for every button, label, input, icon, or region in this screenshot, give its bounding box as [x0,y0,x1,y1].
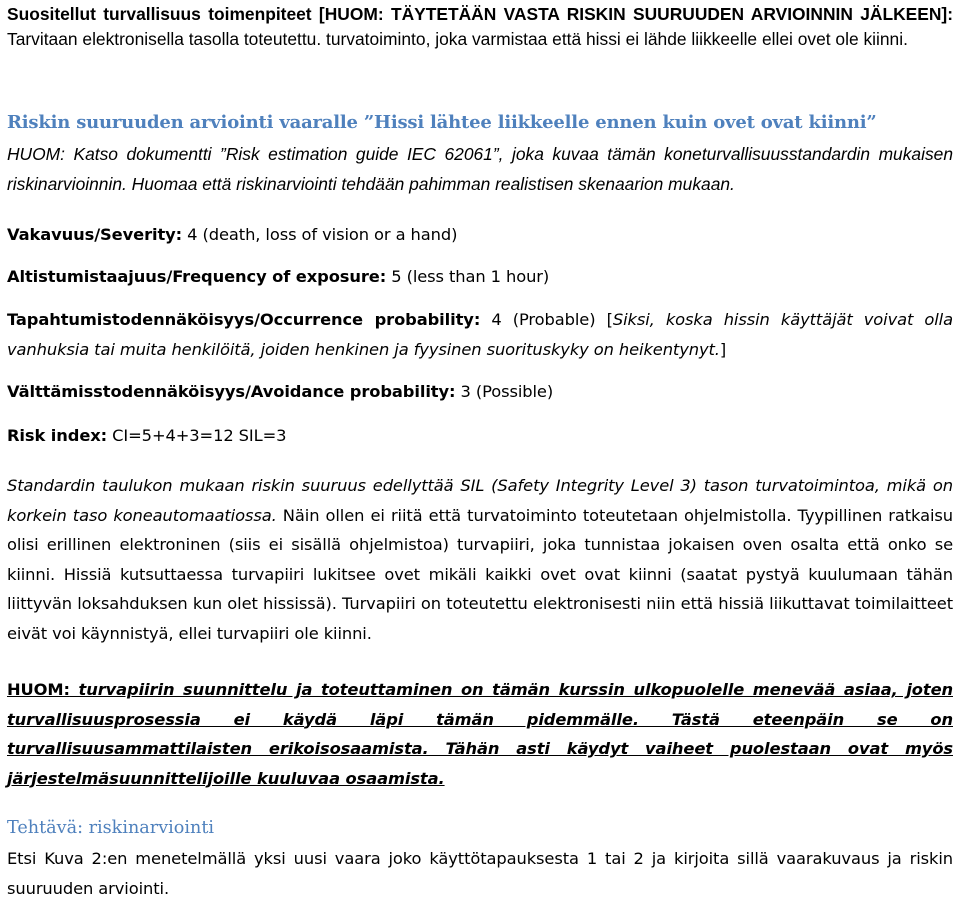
avoidance-label: Välttämisstodennäköisyys/Avoidance probability: [7,382,456,401]
scope-note-text: turvapiirin suunnittelu ja toteuttaminen on tämän kurssin ulkopuolelle menevää asiaa, joten turvallisuusprosessia ei käydä läpi tämän pidemmälle. Tästä eteenpäin se on turvallisuusammattilaisten erikoisosaamista. Tähän asti käydyt vaiheet puolestaan ovat myös järjestelmäsuunnittelijoille kuuluvaa osaamista. [7,680,953,788]
recommended-measures-paragraph [7,2,953,52]
recommended-measures-label: Suositellut turvallisuus toimenpiteet [HUOM: TÄYTETÄÄN VASTA RISKIN SUURUUDEN ARVIOINNIN JÄLKEEN]: [7,4,953,24]
occurrence-close: ] [719,339,727,359]
task-heading: Tehtävä: riskinarviointi [7,818,215,838]
occurrence-reason: Siksi, koska hissin käyttäjät voivat olla vanhuksia tai muita henkilöitä, joiden henkinen ja fyysinen suorituskyky on heikentynyt. [7,310,953,359]
occurrence-label: Tapahtumistodennäköisyys/Occurrence probability: [7,310,481,329]
occurrence-value: 4 (Probable) [ [480,310,613,329]
risk-estimation-heading: Riskin suuruuden arviointi vaaralle ”Hissi lähtee liikkeelle ennen kuin ovet ovat kiinni” [7,112,877,133]
standard-italic-text: Standardin taulukon mukaan riskin suuruus edellyttää SIL (Safety Integrity Level 3) tason turvatoimintoa, mikä on korkein taso koneautomaatiossa. [7,476,953,525]
scope-note-label: HUOM: [7,680,70,699]
severity-value: 4 (death, loss of vision or a hand) [182,225,458,244]
occurrence-line [7,305,953,364]
severity-label: Vakavuus/Severity: [7,225,183,244]
avoidance-line [7,377,553,407]
frequency-line [7,262,549,292]
severity-line [7,220,457,250]
frequency-value: 5 (less than 1 hour) [386,267,550,286]
recommended-measures-text: Tarvitaan elektronisella tasolla toteutettu. turvatoiminto, joka varmistaa että hissi ei lähde liikkeelle ellei ovet ole kiinni. [7,29,908,49]
risk-guide-note: HUOM: Katso dokumentti ”Risk estimation guide IEC 62061”, joka kuvaa tämän koneturvallisuusstandardin mukaisen riskinarvioinnin. Huomaa että riskinarviointi tehdään pahimman realistisen skenaarion mukaan. [7,144,953,194]
standard-rest-text: Näin ollen ei riitä että turvatoiminto toteutetaan ohjelmistolla. Tyypillinen ratkaisu olisi erillinen elektroninen (siis ei sisällä ohjelmistoa) turvapiiri, joka tunnistaa jokaisen oven osalta että onko se kiinni. Hissiä kutsuttaessa turvapiiri lukitsee ovet mikäli kaikki ovet ovat kiinni (saatat pystyä kuulumaan tähän liittyvän loksahduksen kun olet hississä). Turvapiiri on toteutettu elektronisesti niin että hissiä liikuttavat toimilaitteet eivät voi käynnistyä, ellei turvapiiri ole kiinni. [7,505,954,643]
avoidance-value: 3 (Possible) [455,382,554,401]
task-paragraph: Etsi Kuva 2:en menetelmällä yksi uusi vaara joko käyttötapauksesta 1 tai 2 ja kirjoita sillä vaarakuvaus ja riskin suuruuden arviointi. [7,849,953,898]
risk-index-value: CI=5+4+3=12 SIL=3 [107,426,287,445]
scope-note-paragraph [7,675,953,793]
standard-paragraph [7,471,953,648]
frequency-label: Altistumistaajuus/Frequency of exposure: [7,267,387,286]
risk-index-line [7,421,286,451]
risk-index-label: Risk index: [7,426,108,445]
